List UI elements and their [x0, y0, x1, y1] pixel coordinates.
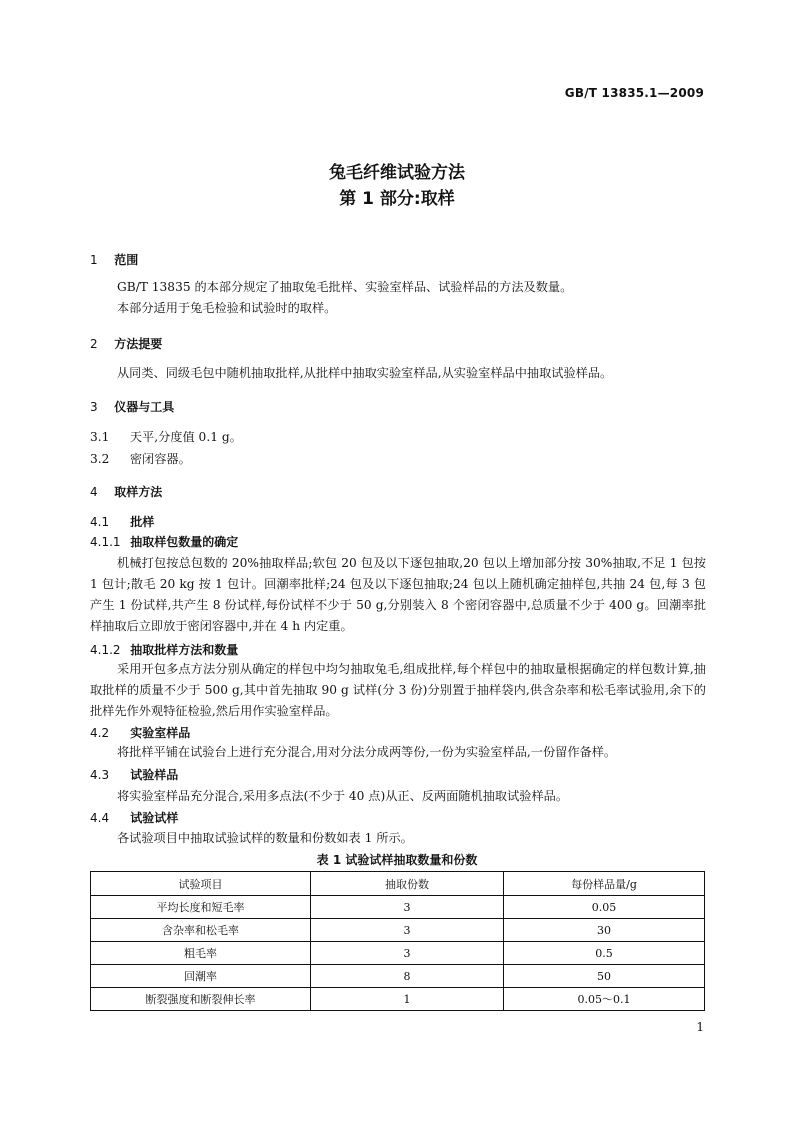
table-cell: 0.5 [504, 942, 705, 965]
paragraph: 从同类、同级毛包中随机抽取批样,从批样中抽取实验室样品,从实验室样品中抽取试验样品。 [117, 366, 613, 380]
section-title: 抽取批样方法和数量 [130, 643, 239, 657]
clause-3-2 [90, 450, 191, 467]
section-number: 4.1.2 [90, 643, 121, 657]
table-cell: 1 [311, 988, 504, 1011]
paragraph: GB/T 13835 的本部分规定了抽取兔毛批样、实验室样品、试验样品的方法及数量。 [117, 280, 573, 294]
table-cell: 粗毛率 [91, 942, 311, 965]
table-row [91, 896, 705, 919]
section-4-2-heading [90, 724, 190, 741]
column-header: 抽取份数 [311, 872, 504, 896]
section-number: 1 [90, 253, 98, 267]
table-header-row [91, 872, 705, 896]
section-4-heading [90, 483, 162, 500]
section-number: 4.4 [90, 811, 110, 825]
table-cell: 断裂强度和断裂伸长率 [91, 988, 311, 1011]
table-row [91, 988, 705, 1011]
section-number: 4.1.1 [90, 535, 121, 549]
paragraph: 将批样平铺在试验台上进行充分混合,用对分法分成两等份,一份为实验室样品,一份留作备样。 [117, 745, 617, 759]
table-row [91, 942, 705, 965]
table-cell: 0.05～0.1 [504, 988, 705, 1011]
document-title: 兔毛纤维试验方法 [329, 163, 465, 183]
sampling-table [90, 871, 705, 1011]
clause-3-1 [90, 428, 242, 445]
page-number: 1 [696, 1020, 704, 1034]
clause-number: 3.1 [90, 430, 110, 444]
column-header: 每份样品量/g [504, 872, 705, 896]
table-cell: 8 [311, 965, 504, 988]
column-header: 试验项目 [91, 872, 311, 896]
section-4-3-heading [90, 766, 178, 783]
table-cell: 0.05 [504, 896, 705, 919]
paragraph: 将实验室样品充分混合,采用多点法(不少于 40 点)从正、反两面随机抽取试验样品。 [117, 789, 569, 803]
section-title: 抽取样包数量的确定 [130, 535, 239, 549]
standard-number: GB/T 13835.1—2009 [564, 86, 704, 100]
section-number: 4.2 [90, 726, 110, 740]
section-number: 3 [90, 400, 98, 414]
section-number: 2 [90, 337, 98, 351]
section-title: 试验样品 [130, 768, 179, 782]
section-number: 4.1 [90, 515, 110, 529]
paragraph: 机械打包按总包数的 20%抽取样品;软包 20 包及以下逐包抽取,20 包以上增加部分按 30%抽取,不足 1 包按 1 包计;散毛 20 kg 按 1 包计。回潮率批样;24 包及以下逐包抽取;24 包以上随机确定抽样包,共抽 24 包,每 3 包产生 1 份试样,共产生 8 份试样,每份试样不少于 50 g,分别装入 8 个密闭容器中,总质量不少于 400 g。回潮率批样抽取后立即放于密闭容器中,并在 4 h 内定重。 [90, 556, 706, 633]
clause-text: 密闭容器。 [129, 452, 191, 466]
table-caption: 表 1 试验试样抽取数量和份数 [316, 853, 478, 867]
table-cell: 30 [504, 919, 705, 942]
section-4-1-heading [90, 513, 154, 530]
paragraph: 采用开包多点方法分别从确定的样包中均匀抽取兔毛,组成批样,每个样包中的抽取量根据确定的样包数计算,抽取批样的质量不少于 500 g,其中首先抽取 90 g 试样(分 3 份)分别置于抽样袋内,供含杂率和松毛率试验用,余下的批样先作外观特征检验,然后用作实验室样品。 [90, 662, 706, 718]
section-number: 4 [90, 485, 98, 499]
clause-number: 3.2 [90, 452, 110, 466]
table-cell: 3 [311, 919, 504, 942]
table-cell: 回潮率 [91, 965, 311, 988]
paragraph: 各试验项目中抽取试验试样的数量和份数如表 1 所示。 [117, 831, 413, 845]
section-number: 4.3 [90, 768, 110, 782]
section-title: 试验试样 [130, 811, 179, 825]
section-title: 方法提要 [114, 337, 163, 351]
clause-text: 天平,分度值 0.1 g。 [129, 430, 242, 444]
section-title: 取样方法 [114, 485, 163, 499]
document-subtitle: 第 1 部分:取样 [339, 189, 455, 209]
section-title: 实验室样品 [130, 726, 191, 740]
section-title: 仪器与工具 [114, 400, 175, 414]
table-cell: 含杂率和松毛率 [91, 919, 311, 942]
section-4-1-2-heading [90, 641, 238, 658]
section-4-1-1-heading [90, 533, 238, 550]
table-cell: 3 [311, 896, 504, 919]
table-cell: 50 [504, 965, 705, 988]
section-4-4-heading [90, 809, 178, 826]
paragraph: 本部分适用于兔毛检验和试验时的取样。 [117, 301, 337, 315]
table-row [91, 965, 705, 988]
section-2-heading [90, 335, 162, 352]
table-cell: 平均长度和短毛率 [91, 896, 311, 919]
section-title: 范围 [114, 253, 139, 267]
table-cell: 3 [311, 942, 504, 965]
section-1-heading [90, 251, 138, 268]
table-row [91, 919, 705, 942]
section-3-heading [90, 398, 174, 415]
section-title: 批样 [130, 515, 155, 529]
